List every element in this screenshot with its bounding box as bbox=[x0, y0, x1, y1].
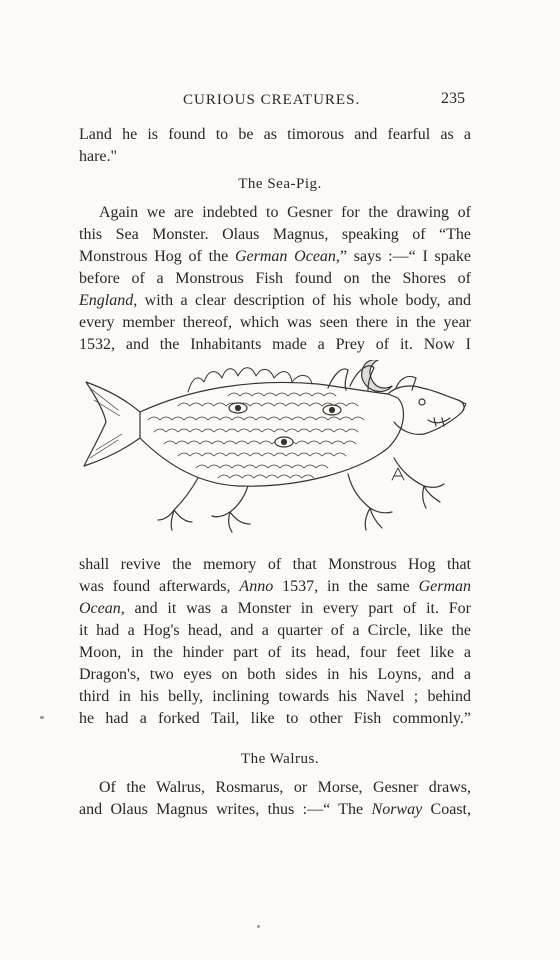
margin-speck bbox=[40, 716, 44, 719]
text-line: it had a Hog's head, and a quarter of a Circle, like the bbox=[79, 622, 471, 639]
italic-term: Anno bbox=[239, 578, 274, 595]
text-segment: ” says :—“ I spake bbox=[339, 248, 471, 265]
text-segment: with a clear description of his whole body, and bbox=[137, 292, 471, 309]
italic-term: German Ocean, bbox=[234, 248, 340, 265]
text-line bbox=[79, 290, 471, 312]
text-line bbox=[79, 799, 471, 821]
page-number: 235 bbox=[441, 90, 465, 107]
text-segment: Monstrous Hog of the bbox=[79, 248, 235, 265]
running-header bbox=[0, 90, 560, 114]
body-eyes bbox=[229, 403, 341, 447]
text-line: 1532, and the Inhabitants made a Prey of it. Now I bbox=[79, 336, 471, 353]
footer-speck bbox=[257, 925, 260, 928]
running-title: CURIOUS CREATURES. bbox=[183, 92, 361, 108]
paragraph-continuation bbox=[79, 124, 471, 168]
paragraph-walrus bbox=[79, 777, 471, 821]
text-segment: and Olaus Magnus writes, thus :—“ The bbox=[79, 801, 372, 818]
text-segment: and it was a Monster in every part of it. For bbox=[124, 600, 471, 617]
section-heading-walrus: The Walrus. bbox=[240, 751, 320, 767]
text-segment: Coast, bbox=[422, 801, 472, 818]
hog-head bbox=[388, 386, 464, 434]
italic-term: Ocean, bbox=[79, 600, 125, 617]
text-line: this Sea Monster. Olaus Magnus, speaking of “The bbox=[79, 226, 471, 243]
text-line: Moon, in the hinder part of its head, four feet like a bbox=[79, 644, 471, 661]
paragraph-sea-pig bbox=[79, 202, 471, 356]
text-line: before of a Monstrous Fish found on the Shores of bbox=[79, 270, 471, 287]
body-outline bbox=[140, 382, 403, 486]
text-line: hare." bbox=[79, 148, 118, 165]
section-heading-sea-pig: The Sea-Pig. bbox=[238, 176, 322, 192]
text-line bbox=[79, 246, 471, 268]
text-line: Of the Walrus, Rosmarus, or Morse, Gesner draws, bbox=[99, 779, 471, 796]
text-line: he had a forked Tail, like to other Fish commonly.” bbox=[79, 710, 471, 727]
dragon-feet bbox=[158, 458, 444, 532]
hog-mouth bbox=[428, 418, 450, 426]
hog-eye bbox=[419, 399, 425, 405]
text-line: every member thereof, which was seen there in the year bbox=[79, 314, 471, 331]
italic-term: England, bbox=[79, 292, 138, 309]
sea-pig-illustration bbox=[78, 360, 468, 540]
text-line: Land he is found to be as timorous and fearful as a bbox=[79, 126, 471, 143]
crescent-moon bbox=[362, 360, 392, 392]
text-line bbox=[79, 598, 471, 620]
text-line: Again we are indebted to Gesner for the drawing of bbox=[99, 204, 471, 221]
text-line: Dragon's, two eyes on both sides in his Loyns, and a bbox=[79, 666, 471, 683]
text-line: shall revive the memory of that Monstrous Hog that bbox=[79, 556, 471, 573]
italic-term: German bbox=[418, 578, 471, 595]
text-line: third in his belly, inclining towards his Navel ; behind bbox=[79, 688, 471, 705]
text-line bbox=[79, 576, 471, 598]
tail-fin bbox=[84, 382, 140, 466]
text-segment: 1537, in the same bbox=[273, 578, 419, 595]
paragraph-hog-description bbox=[79, 554, 471, 730]
italic-term: Norway bbox=[371, 801, 423, 818]
text-segment: was found afterwards, bbox=[79, 578, 240, 595]
